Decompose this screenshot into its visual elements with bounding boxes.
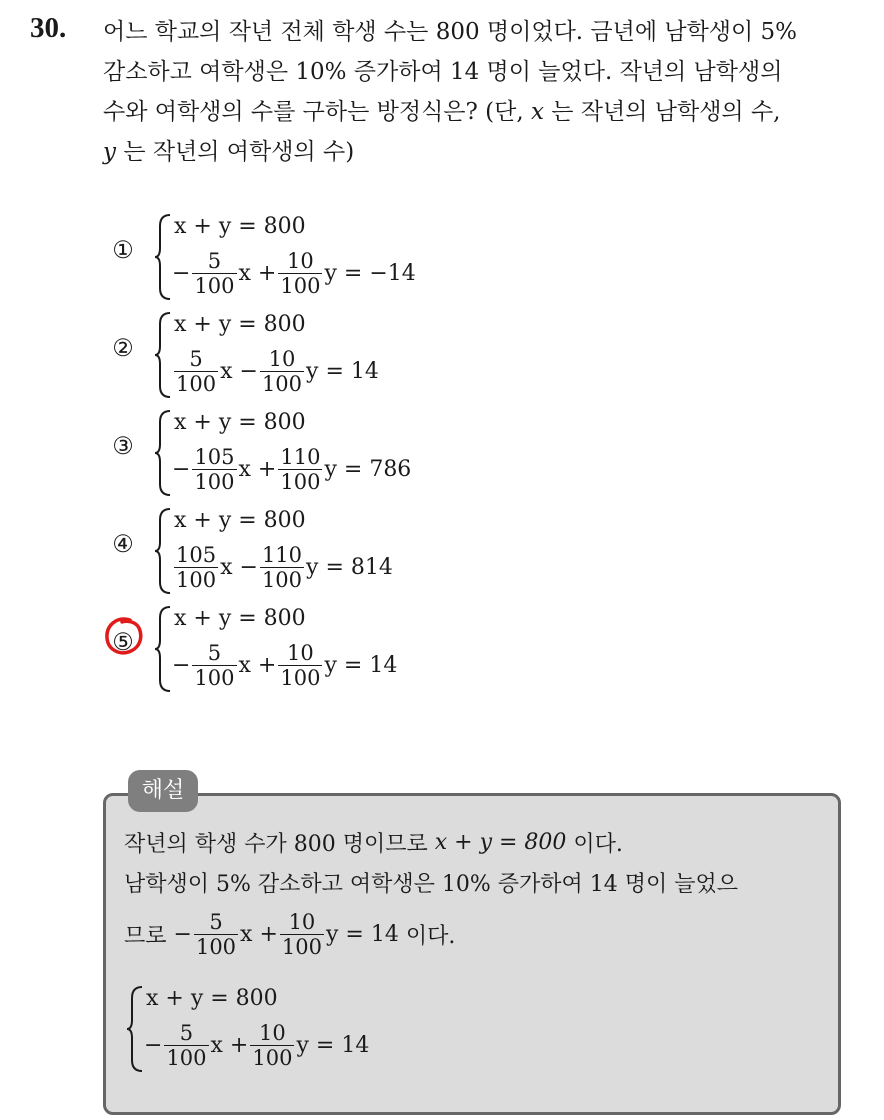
left-brace-icon: [154, 506, 172, 596]
fraction: $\frac{105}{100}$: [194, 444, 235, 494]
fraction: $\frac{5}{100}$: [176, 346, 217, 396]
option-number: ③: [112, 432, 134, 460]
fraction: $\frac{5}{100}$: [194, 248, 235, 298]
fraction: $\frac{10}{100}$: [281, 909, 322, 959]
variable-x: x: [530, 99, 544, 125]
option-number: ②: [112, 334, 134, 362]
equation-system: [154, 310, 554, 400]
explanation-equation-system: [126, 984, 526, 1074]
fraction: $\frac{10}{100}$: [252, 1020, 293, 1070]
option-number: ④: [112, 530, 134, 558]
equation-1: x + y = 800: [146, 986, 278, 1011]
fraction: $\frac{10}{100}$: [280, 640, 321, 690]
equation-system: [154, 408, 554, 498]
left-brace-icon: [126, 984, 144, 1074]
left-brace-icon: [154, 408, 172, 498]
question-number: 30.: [30, 12, 67, 44]
option-2[interactable]: [108, 310, 568, 400]
equation-system: [154, 604, 554, 694]
explanation-line-2: 남학생이 5% 감소하고 여학생은 10% 증가하여 14 명이 늘었으: [124, 872, 739, 897]
variable-y: y: [103, 139, 116, 165]
fraction: $\frac{110}{100}$: [280, 444, 321, 494]
equation-2: $\frac{5}{100}$ x − $\frac{10}{100}$ y = 14: [176, 346, 379, 396]
fraction: $\frac{105}{100}$: [176, 542, 217, 592]
equation-1: x + y = 800: [174, 410, 306, 435]
option-5[interactable]: [108, 604, 568, 694]
fraction: $\frac{5}{100}$: [194, 640, 235, 690]
fraction: $\frac{110}{100}$: [261, 542, 303, 592]
option-number: ①: [112, 236, 134, 264]
equation-1: x + y = 800: [174, 606, 306, 631]
equation-2: $\frac{105}{100}$ x − $\frac{110}{100}$ y = 814: [176, 542, 393, 592]
question-line-2: 감소하고 여학생은 10% 증가하여 14 명이 늘었다. 작년의 남학생의: [103, 59, 783, 85]
fraction: $\frac{10}{100}$: [261, 346, 303, 396]
equation-system: [154, 506, 554, 596]
fraction: $\frac{5}{100}$: [195, 909, 237, 959]
equation-1: x + y = 800: [174, 214, 306, 239]
fraction: $\frac{5}{100}$: [166, 1020, 207, 1070]
option-3[interactable]: [108, 408, 568, 498]
fraction: $\frac{10}{100}$: [280, 248, 321, 298]
equation-1: x + y = 800: [174, 312, 306, 337]
question-text: [103, 12, 873, 172]
equation-1: x + y = 800: [174, 508, 306, 533]
equation-2: − $\frac{105}{100}$ x + $\frac{110}{100}$ y = 786: [172, 444, 412, 494]
equation-2: − $\frac{5}{100}$ x + $\frac{10}{100}$ y = 14: [144, 1020, 370, 1070]
equation-2: − $\frac{5}{100}$ x + $\frac{10}{100}$ y = −14: [172, 248, 416, 298]
option-number: ⑤: [112, 628, 134, 656]
equation-system: [154, 212, 554, 302]
left-brace-icon: [154, 310, 172, 400]
explanation-line-1: 작년의 학생 수가 800 명이므로 x + y = 800 이다.: [124, 830, 623, 857]
equation-2: − $\frac{5}{100}$ x + $\frac{10}{100}$ y = 14: [172, 640, 398, 690]
option-4[interactable]: [108, 506, 568, 596]
question-line-3: 수와 여학생의 수를 구하는 방정식은? (단, x 는 작년의 남학생의 수,: [103, 99, 781, 125]
question-line-1: 어느 학교의 작년 전체 학생 수는 800 명이었다. 금년에 남학생이 5%: [103, 19, 798, 45]
option-1[interactable]: [108, 212, 568, 302]
left-brace-icon: [154, 604, 172, 694]
explanation-tab: 해설: [128, 770, 198, 812]
question-line-4: y 는 작년의 여학생의 수): [103, 139, 355, 165]
explanation-line-3: 므로 − $\frac{5}{100}$ x + $\frac{10}{100}$ y = 14 이다.: [124, 909, 456, 959]
left-brace-icon: [154, 212, 172, 302]
